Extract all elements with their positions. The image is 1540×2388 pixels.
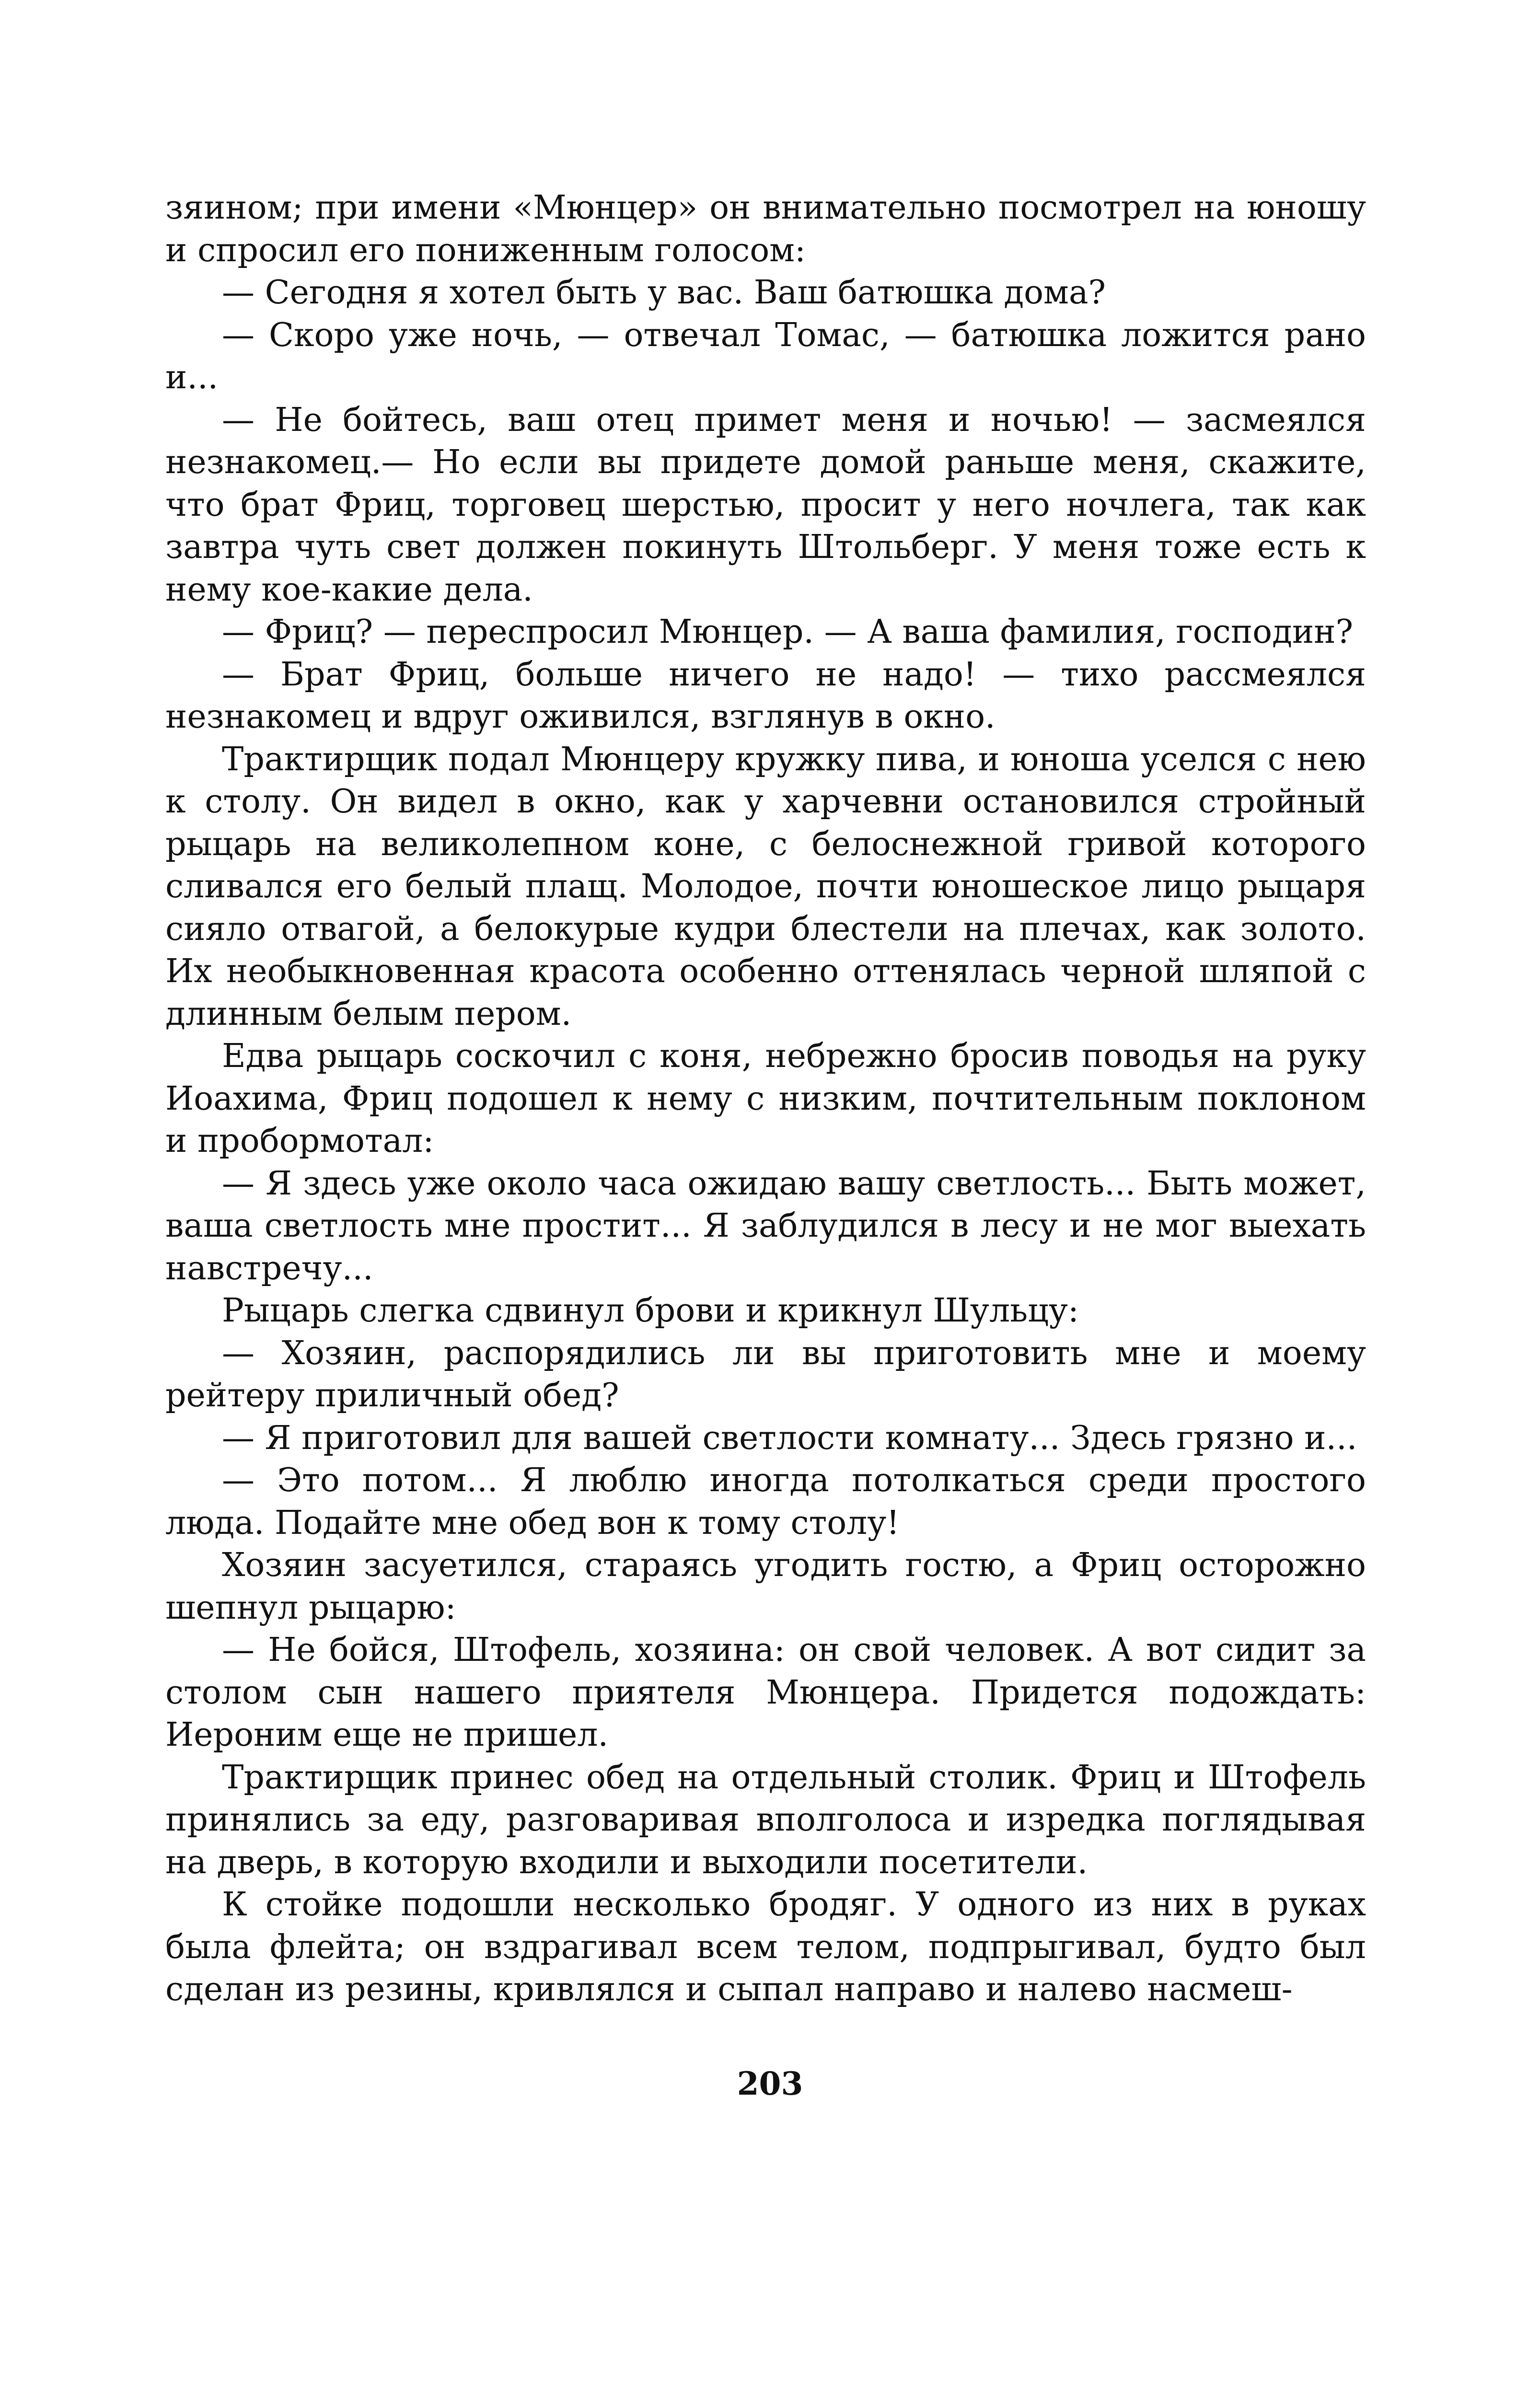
paragraph: — Я здесь уже около часа ожидаю вашу светлость... Быть может, ваша светлость мне простит... Я заблудился в лесу и не мог выехать навстречу...: [165, 1164, 1366, 1287]
paragraph: К стойке подошли несколько бродяг. У одного из них в руках была флейта; он вздрагивал всем телом, подпрыгивал, будто был сделан из резины, кривлялся и сыпал направо и налево насмеш-: [165, 1886, 1366, 2008]
paragraph: — Это потом... Я люблю иногда потолкаться среди простого люда. Подайте мне обед вон к тому столу!: [165, 1461, 1366, 1542]
paragraph: Едва рыцарь соскочил с коня, небрежно бросив поводья на руку Иоахима, Фриц подошел к нему с низким, почтительным поклоном и пробормотал:: [165, 1037, 1366, 1160]
paragraph: — Скоро уже ночь, — отвечал Томас, — батюшка ложится рано и...: [165, 316, 1366, 396]
paragraph: Рыцарь слегка сдвинул брови и крикнул Шульцу:: [222, 1292, 1079, 1330]
paragraph: — Фриц? — переспросил Мюнцер. — А ваша фамилия, господин?: [222, 613, 1354, 651]
paragraph-continuation: зяином; при имени «Мюнцер» он внимательно посмотрел на юношу и спросил его пониженным голосом:: [165, 189, 1366, 269]
paragraph: — Не бойся, Штофель, хозяина: он свой человек. А вот сидит за столом сын нашего приятеля Мюнцера. Придется подождать: Иероним еще не пришел.: [165, 1631, 1366, 1754]
page-number: 203: [737, 2065, 803, 2102]
paragraph: Хозяин засуетился, стараясь угодить гостю, а Фриц осторожно шепнул рыцарю:: [165, 1546, 1366, 1627]
paragraph: — Хозяин, распорядились ли вы приготовить мне и моему рейтеру приличный обед?: [165, 1334, 1366, 1414]
paragraph: Трактирщик подал Мюнцеру кружку пива, и юноша уселся с нею к столу. Он видел в окно, как у харчевни остановился стройный рыцарь на великолепном коне, с белоснежной гривой которого сливался его белый плащ. Молодое, почти юношеское лицо рыцаря сияло отвагой, а белокурые кудри блестели на плечах, как золото. Их необыкновенная красота особенно оттенялась черной шляпой с длинным белым пером.: [165, 740, 1366, 1033]
paragraph: — Я приготовил для вашей светлости комнату... Здесь грязно и...: [222, 1419, 1357, 1457]
paragraph: — Брат Фриц, больше ничего не надо! — тихо рассмеялся незнакомец и вдруг оживился, взглянув в окно.: [165, 655, 1366, 736]
paragraph: — Не бойтесь, ваш отец примет меня и ночью! — засмеялся незнакомец.— Но если вы придете домой раньше меня, скажите, что брат Фриц, торговец шерстью, просит у него ночлега, так как завтра чуть свет должен покинуть Штольберг. У меня тоже есть к нему кое-какие дела.: [165, 401, 1366, 609]
paragraph: — Сегодня я хотел быть у вас. Ваш батюшка дома?: [222, 274, 1106, 312]
body-text: [165, 187, 1366, 2011]
paragraph: Трактирщик принес обед на отдельный столик. Фриц и Штофель принялись за еду, разговаривая вполголоса и изредка поглядывая на дверь, в которую входили и выходили посетители.: [165, 1758, 1366, 1881]
